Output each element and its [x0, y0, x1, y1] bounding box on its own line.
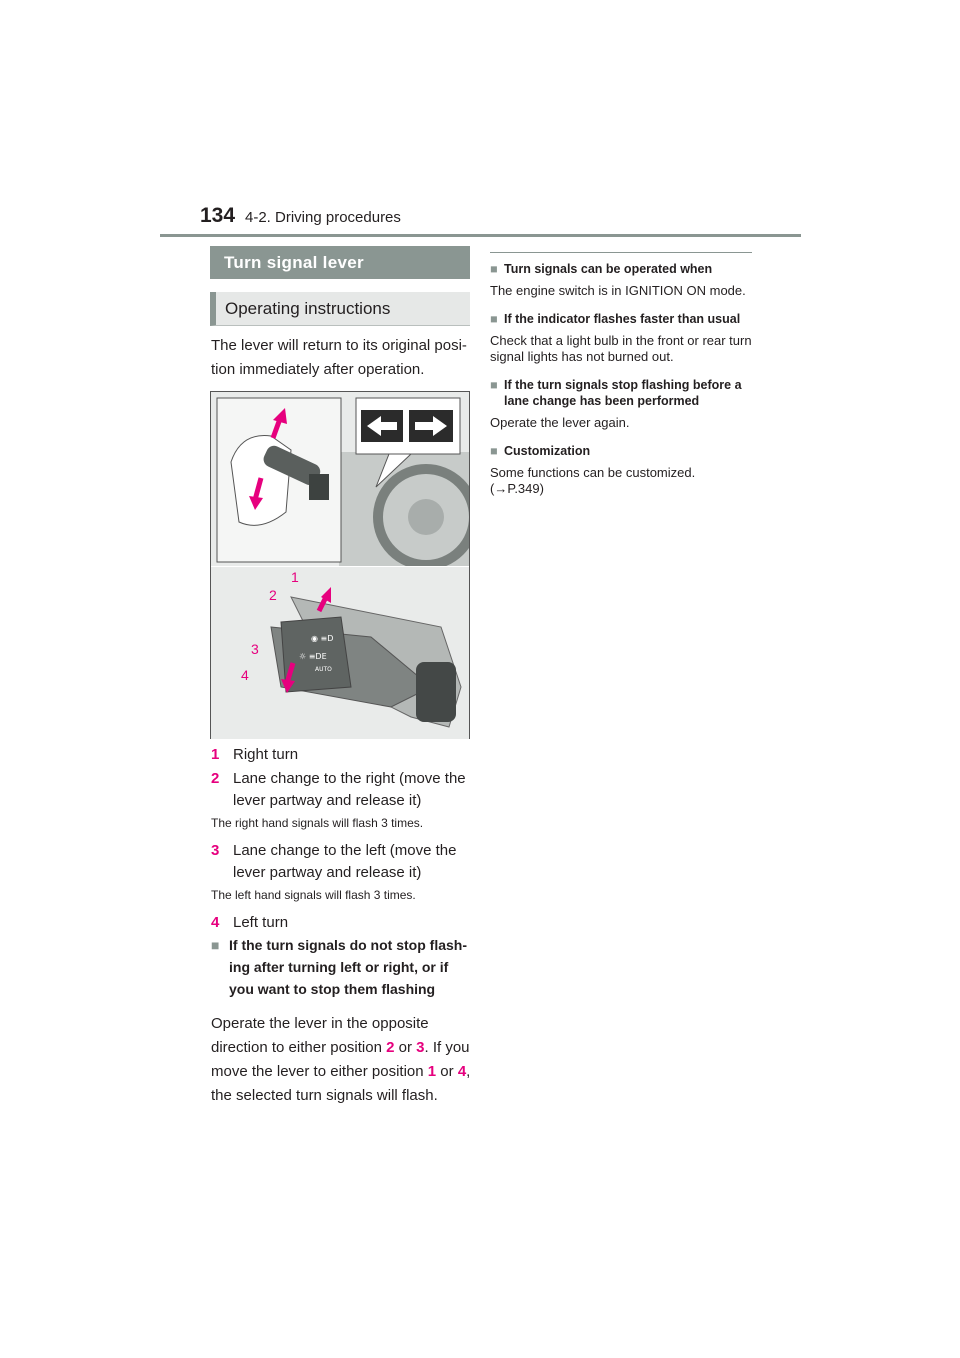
note-heading-text: Turn signals can be operated when [504, 262, 713, 276]
notes-rule [490, 252, 752, 253]
note-heading-text: If the indicator flashes faster than usual [504, 312, 741, 326]
note-heading [490, 261, 752, 277]
svg-text:◉ ≡D: ◉ ≡D [311, 634, 334, 643]
square-bullet-icon: ■ [490, 312, 498, 326]
note-heading [490, 443, 752, 459]
note-heading [490, 377, 752, 409]
item-number: 4 [211, 914, 220, 931]
condition-heading-text: If the turn signals do not stop flash-ing after turning left or right, or if you want to stop them flashing [229, 937, 467, 997]
list-item [211, 912, 473, 934]
driver-view-illustration [211, 392, 469, 566]
subsection-title: Operating instructions [210, 292, 470, 326]
item-note: The left hand signals will flash 3 times. [211, 888, 416, 902]
note-body: The engine switch is in IGNITION ON mode. [490, 283, 746, 298]
notes-column [490, 252, 752, 497]
position-list [211, 744, 473, 936]
note-body: Operate the lever again. [490, 415, 630, 430]
position-label-4: 4 [241, 667, 249, 683]
note-body: Some functions can be customized. (→P.349) [490, 465, 696, 496]
body-text: or [394, 1039, 417, 1056]
position-label-2: 2 [269, 587, 277, 603]
item-text: Lane change to the right (move the lever partway and release it) [233, 770, 466, 809]
condition-block [211, 934, 473, 1108]
item-number: 3 [211, 842, 220, 859]
body-text: Operate the lever in the opposite direction to either position [211, 1015, 429, 1056]
svg-text:AUTO: AUTO [315, 666, 332, 673]
item-text: Right turn [233, 746, 299, 763]
list-item [211, 768, 473, 812]
item-number: 2 [211, 770, 220, 787]
page-number: 134 [200, 204, 236, 227]
square-bullet-icon: ■ [490, 444, 498, 458]
condition-body [211, 1012, 473, 1108]
position-label-3: 3 [251, 641, 259, 657]
note-body: Check that a light bulb in the front or rear turn signal lights has not burned out. [490, 333, 752, 364]
item-text: Lane change to the left (move the lever partway and release it) [233, 842, 457, 881]
section-title: 4-2. Driving procedures [245, 209, 401, 226]
lever-positions-illustration [211, 567, 469, 739]
condition-heading [211, 934, 473, 1000]
square-bullet-icon: ■ [211, 937, 220, 953]
item-text: Left turn [233, 914, 289, 931]
body-text: , the selected turn signals will flash. [211, 1063, 471, 1104]
body-text: . If you move the lever to either position [211, 1039, 470, 1080]
header-rule [160, 234, 801, 237]
position-label-1: 1 [291, 569, 299, 585]
square-bullet-icon: ■ [490, 378, 498, 392]
page-title: Turn signal lever [210, 246, 470, 279]
item-note: The right hand signals will flash 3 times. [211, 816, 424, 830]
intro-text: The lever will return to its original posi-tion immediately after operation. [211, 337, 467, 378]
lever-illustration [210, 391, 470, 739]
position-ref: 3 [416, 1039, 425, 1056]
item-number: 1 [211, 746, 220, 763]
note-heading-text: If the turn signals stop flashing before a lane change has been performed [504, 378, 742, 408]
position-ref: 1 [427, 1063, 437, 1080]
list-item [211, 840, 473, 884]
square-bullet-icon: ■ [490, 262, 498, 276]
position-ref: 2 [386, 1039, 395, 1056]
list-item [211, 744, 473, 766]
position-ref: 4 [457, 1063, 467, 1080]
note-heading [490, 311, 752, 327]
svg-text:☼ ≡DE: ☼ ≡DE [299, 652, 327, 661]
body-text: or [436, 1063, 458, 1080]
note-heading-text: Customization [504, 444, 591, 458]
